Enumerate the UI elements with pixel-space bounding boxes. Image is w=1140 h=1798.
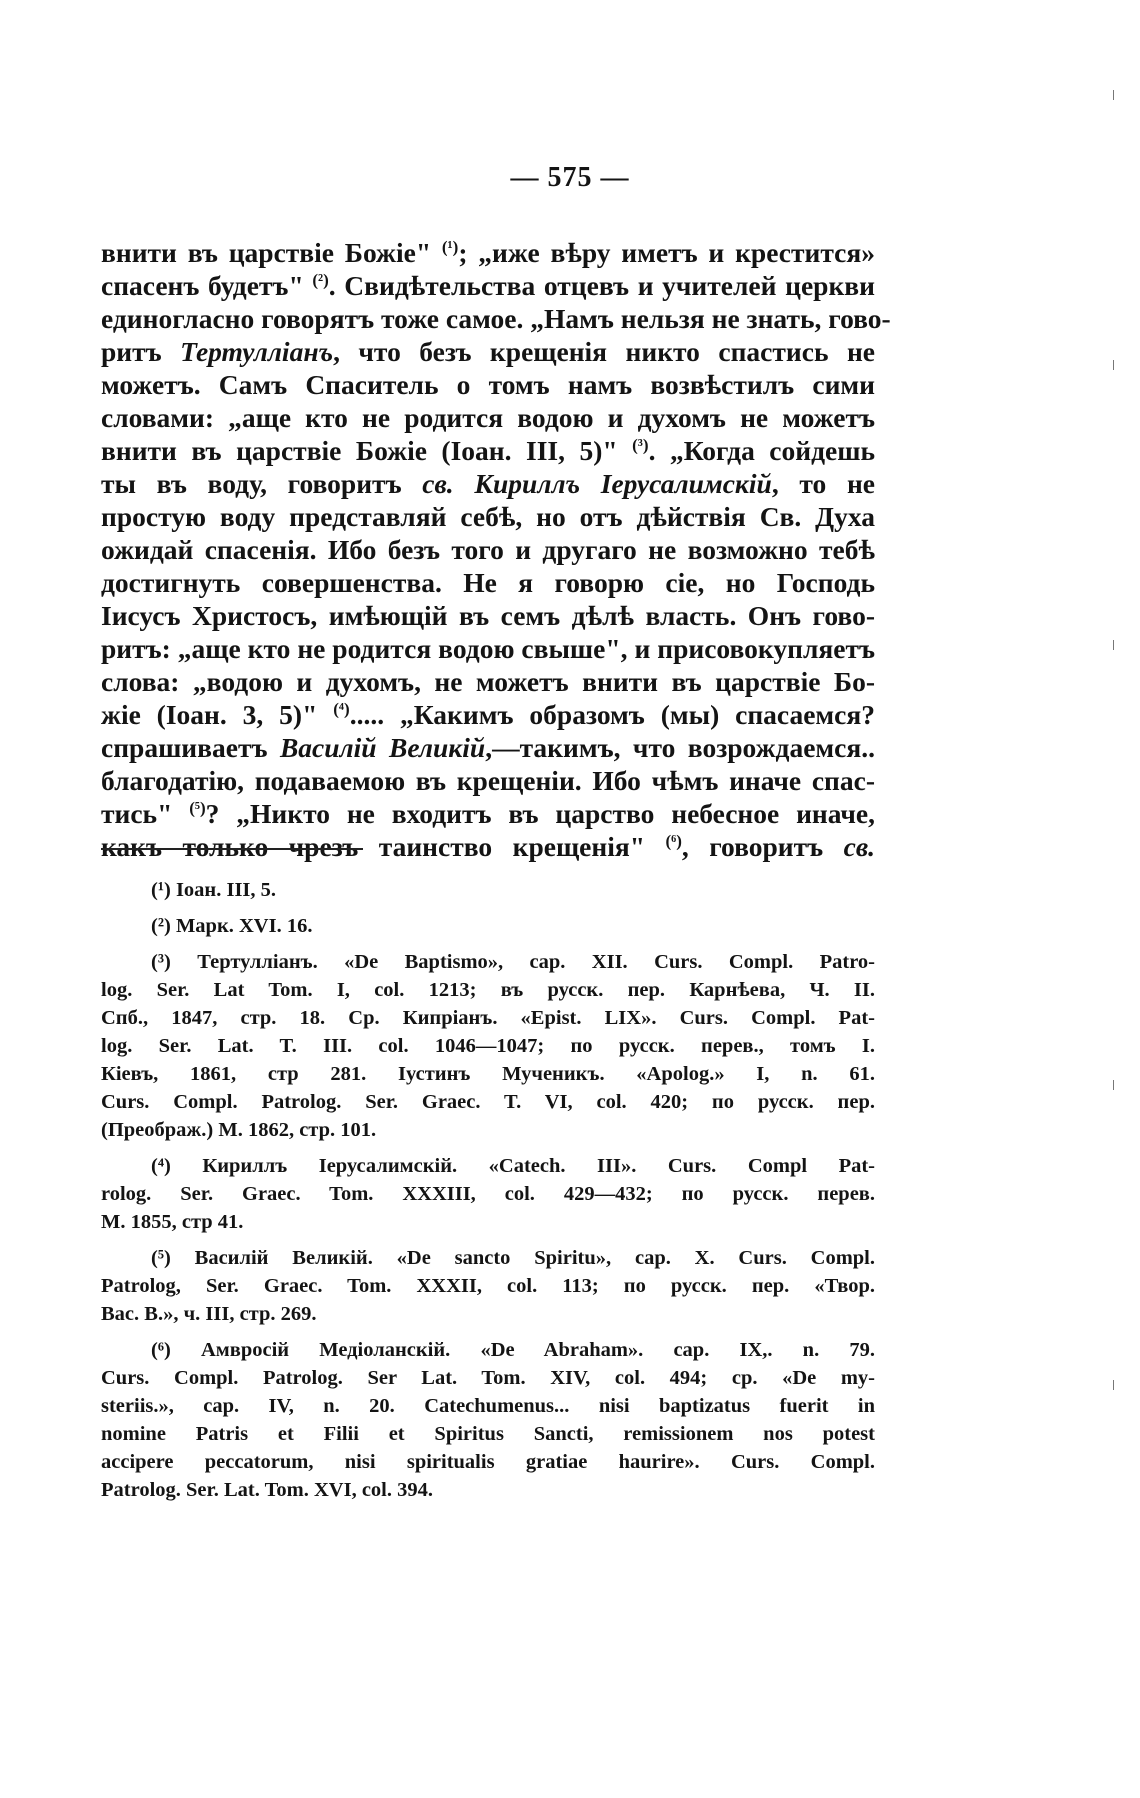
scan-edge-mark xyxy=(1113,360,1114,370)
footnote-line: Спб., 1847, стр. 18. Ср. Кипріанъ. «Epist. LIX». Curs. Compl. Pat- xyxy=(101,1007,875,1029)
footnote-line: log. Ser. Lat Tom. I, col. 1213; въ русск. пер. Карнѣева, Ч. II. xyxy=(101,979,875,1001)
text-line: благодатію, подаваемою въ крещеніи. Ибо чѣмъ иначе спас- xyxy=(101,765,875,796)
footnote-marker: (²) xyxy=(151,915,171,937)
main-text xyxy=(101,236,891,863)
footnote-divider xyxy=(101,848,363,850)
footnote-line: Patrolog, Ser. Graec. Tom. XXXII, col. 113; по русск. пер. «Твор. xyxy=(101,1275,875,1297)
text-line: ритъ: „аще кто не родится водою свыше", и присовокупляетъ xyxy=(101,633,875,664)
author-name: Василій Великій xyxy=(279,732,486,763)
footnote-line: Curs. Compl. Patrolog. Ser Lat. Tom. XIV, col. 494; cp. «De my- xyxy=(101,1367,875,1389)
scan-edge-mark xyxy=(1113,90,1114,100)
text-line: внити въ царствіе Божіе" $^{(^1)}$; „иже вѣру иметъ и крестится» xyxy=(101,237,875,268)
footnote-3 xyxy=(101,948,875,1144)
footnote-marker: (⁶) xyxy=(151,1339,171,1361)
footnote-line: Вас. В.», ч. III, стр. 269. xyxy=(101,1303,317,1325)
scan-edge-mark xyxy=(1113,640,1114,650)
scan-edge-mark xyxy=(1113,1080,1114,1090)
footnote-line: steriis.», cap. IV, n. 20. Catechumenus... nisi baptizatus fuerit in xyxy=(101,1395,875,1417)
footnote-ref[interactable]: (⁵) xyxy=(189,798,206,818)
footnote-4 xyxy=(101,1152,875,1236)
footnote-line: (³) Тертулліанъ. «De Baptismo», cap. XII. Curs. Compl. Patro- xyxy=(151,951,875,973)
footnote-ref[interactable]: (⁶) xyxy=(665,831,682,851)
footnote-ref[interactable]: (¹) xyxy=(441,237,459,257)
text-line: жіе (Іоан. 3, 5)" $^{(^4)}$..... „Какимъ образомъ (мы) спасаемся? xyxy=(101,699,875,730)
footnote-ref[interactable]: (⁴) xyxy=(333,699,350,719)
scan-edge-mark xyxy=(1113,1380,1114,1390)
footnote-line: accipere peccatorum, nisi spiritualis gratiae haurire». Curs. Compl. xyxy=(101,1451,875,1473)
footnote-line: rolog. Ser. Graec. Tom. XXXIII, col. 429—432; по русск. перев. xyxy=(101,1183,875,1205)
text-line: спрашиваетъ Василій Великій,—такимъ, что возрождаемся.. xyxy=(101,732,875,763)
footnote-marker: (⁴) xyxy=(151,1155,171,1177)
text-line: простую воду представляй себѣ, но отъ дѣйствія Св. Духа xyxy=(101,501,875,532)
footnote-2 xyxy=(101,912,875,940)
text-line: единогласно говорятъ тоже самое. „Намъ нельзя не знать, гово- xyxy=(101,303,891,334)
footnote-5 xyxy=(101,1244,875,1328)
footnote-line: М. 1855, стр 41. xyxy=(101,1211,244,1233)
text-line: достигнуть совершенства. Не я говорю сіе, но Господь xyxy=(101,567,875,598)
footnote-line: Кіевъ, 1861, стр 281. Іустинъ Мученикъ. «Apolog.» I, n. 61. xyxy=(101,1063,875,1085)
text-line: спасенъ будетъ" $^{(^2)}$. Свидѣтельства отцевъ и учителей церкви xyxy=(101,270,875,301)
text-line: ритъ Тертулліанъ, что безъ крещенія никто спастись не xyxy=(101,336,875,367)
footnote-line: (²) Марк. XVI. 16. xyxy=(151,915,313,937)
text-line: какъ только чрезъ таинство крещенія" $^{(^6)}$, говоритъ св. xyxy=(101,831,875,862)
footnote-ref[interactable]: (³) xyxy=(632,435,649,455)
footnote-line: (¹) Іоан. III, 5. xyxy=(151,879,277,901)
author-name: св. xyxy=(843,831,875,862)
footnotes xyxy=(101,876,875,1512)
footnote-line: nomine Patris et Filii et Spiritus Sancti, remissionem nos potest xyxy=(101,1423,875,1445)
footnote-line: (Преображ.) М. 1862, стр. 101. xyxy=(101,1119,377,1141)
page-number: — 575 — xyxy=(510,162,630,193)
text-line: можетъ. Самъ Спаситель о томъ намъ возвѣстилъ сими xyxy=(101,369,875,400)
text-line: слова: „водою и духомъ, не можетъ внити въ царствіе Бо- xyxy=(101,666,875,697)
footnote-line: log. Ser. Lat. T. III. col. 1046—1047; по русск. перев., томъ I. xyxy=(101,1035,875,1057)
text-line: Іисусъ Христосъ, имѣющій въ семъ дѣлѣ власть. Онъ гово- xyxy=(101,600,875,631)
text-line: ожидай спасенія. Ибо безъ того и другаго не возможно тебѣ xyxy=(101,534,875,565)
text-line: тись" $^{(^5)}$? „Никто не входитъ въ царство небесное иначе, xyxy=(101,798,876,829)
author-name: Тертулліанъ xyxy=(180,336,334,367)
text-line: внити въ царствіе Божіе (Іоан. III, 5)" $^{(^3)}$. „Когда сойдешь xyxy=(101,435,875,466)
footnote-marker: (³) xyxy=(151,951,171,973)
footnote-6 xyxy=(101,1336,875,1504)
footnote-line: (⁴) Кириллъ Іерусалимскій. «Catech. III». Curs. Compl Pat- xyxy=(151,1155,875,1177)
footnote-line: (⁵) Василій Великій. «De sancto Spiritu», cap. X. Curs. Compl. xyxy=(151,1247,875,1269)
author-name: св. Кириллъ Іерусалимскій xyxy=(422,468,772,499)
text-line: словами: „аще кто не родится водою и духомъ не можетъ xyxy=(101,402,875,433)
text-line: ты въ воду, говоритъ св. Кириллъ Іерусалимскій, то не xyxy=(101,468,876,499)
footnote-marker: (¹) xyxy=(151,879,171,901)
footnote-ref[interactable]: (²) xyxy=(312,270,329,290)
footnote-line: Curs. Compl. Patrolog. Ser. Graec. T. VI, col. 420; по русск. пер. xyxy=(101,1091,875,1113)
footnote-line: (⁶) Амвросій Медіоланскій. «De Abraham». cap. IX,. n. 79. xyxy=(151,1339,875,1361)
footnote-1 xyxy=(101,876,875,904)
footnote-line: Patrolog. Ser. Lat. Tom. XVI, col. 394. xyxy=(101,1479,433,1501)
footnote-marker: (⁵) xyxy=(151,1247,171,1269)
